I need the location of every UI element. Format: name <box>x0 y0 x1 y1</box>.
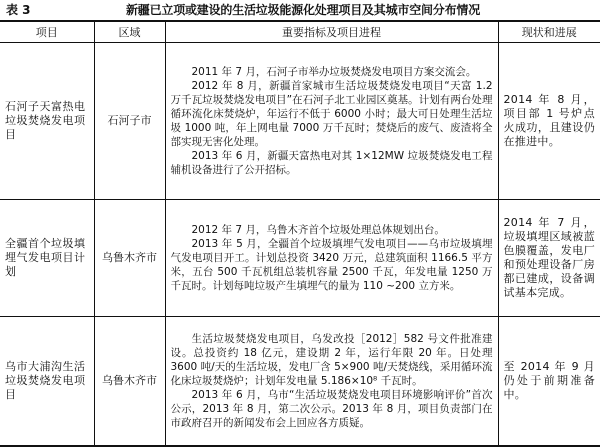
detail-paragraph: 2013 年 6 月，新疆天富热电对其 1×12MW 垃圾焚烧发电工程辅机设备进行了公开招标。 <box>170 150 493 176</box>
detail-cell <box>165 200 498 317</box>
detail-paragraph: 生活垃圾焚烧发电项目，乌发改投［2012］582 号文件批准建设。总投资约 18 亿元，建设期 2 年，运行年限 20 年。日处理 3600 吨/天的生活垃圾，发电厂含 5×900 吨/天焚烧线，采用循环流化床垃圾焚烧炉；计划年发电量 5.186×10⁸ 千瓦时。 <box>170 333 493 387</box>
table-caption <box>4 2 596 18</box>
header-status: 现状和进展 <box>498 21 600 43</box>
project-cell: 全疆首个垃圾填埋气发电项目计划 <box>0 200 94 317</box>
project-cell: 石河子天富热电垃圾焚烧发电项目 <box>0 43 94 200</box>
data-table <box>0 20 600 447</box>
area-cell: 石河子市 <box>94 43 165 200</box>
detail-paragraph: 2012 年 8 月，新疆首家城市生活垃圾焚烧发电项目“天富 1.2 万千瓦垃圾焚烧发电项目”在石河子北工业园区奠基。计划有两台处理循环流化床焚烧炉，年运行不低于 6000 小时；最大可日处理生活垃圾 1000 吨，年上网电量 7000 万千瓦时；焚烧后的废气、废渣将全部实现无害化处理。 <box>170 80 493 148</box>
table-row <box>0 317 600 447</box>
detail-paragraph: 2013 年 5 月，全疆首个垃圾填埋气发电项目——乌市垃圾填埋气发电项目开工。计划总投资 3420 万元，总建筑面积 1166.5 平方米，五台 500 千瓦机组总装机容量 2500 千瓦，年发电量 1250 万千瓦时。计划每吨垃圾产生填埋气的量为 110 ~200 立方米。 <box>170 238 493 292</box>
status-cell: 2014 年 8 月，项目部 1 号炉点火成功，且建设仍在推进中。 <box>498 43 600 200</box>
header-area: 区域 <box>94 21 165 43</box>
area-cell: 乌鲁木齐市 <box>94 317 165 447</box>
table-title: 新疆已立项或建设的生活垃圾能源化处理项目及其城市空间分布情况 <box>126 3 481 17</box>
table-header-row <box>0 21 600 43</box>
table-row <box>0 43 600 200</box>
table-row <box>0 200 600 317</box>
detail-paragraph: 2011 年 7 月，石河子市举办垃圾焚烧发电项目方案交流会。 <box>191 66 477 78</box>
status-cell: 2014 年 7 月，垃圾填埋区域被蓝色膜覆盖，发电厂和预处理设备厂房都已建成，设备调试基本完成。 <box>498 200 600 317</box>
detail-paragraph: 2013 年 6 月，乌市“生活垃圾焚烧发电项目环境影响评价”首次公示，2013 年 8 月，第二次公示。2013 年 8 月，项目负责部门在市政府召开的新闻发布会上回应各方质疑。 <box>170 389 493 429</box>
detail-cell <box>165 43 498 200</box>
header-detail: 重要指标及项目进程 <box>165 21 498 43</box>
detail-paragraph: 2012 年 7 月，乌鲁木齐首个垃圾处理总体规划出台。 <box>191 224 445 236</box>
detail-cell <box>165 317 498 447</box>
area-cell: 乌鲁木齐市 <box>94 200 165 317</box>
table-number: 表 3 <box>6 3 31 17</box>
project-cell: 乌市大浦沟生活垃圾焚烧发电项目 <box>0 317 94 447</box>
status-cell: 至 2014 年 9 月仍处于前期准备中。 <box>503 360 595 401</box>
header-project: 项目 <box>0 21 94 43</box>
